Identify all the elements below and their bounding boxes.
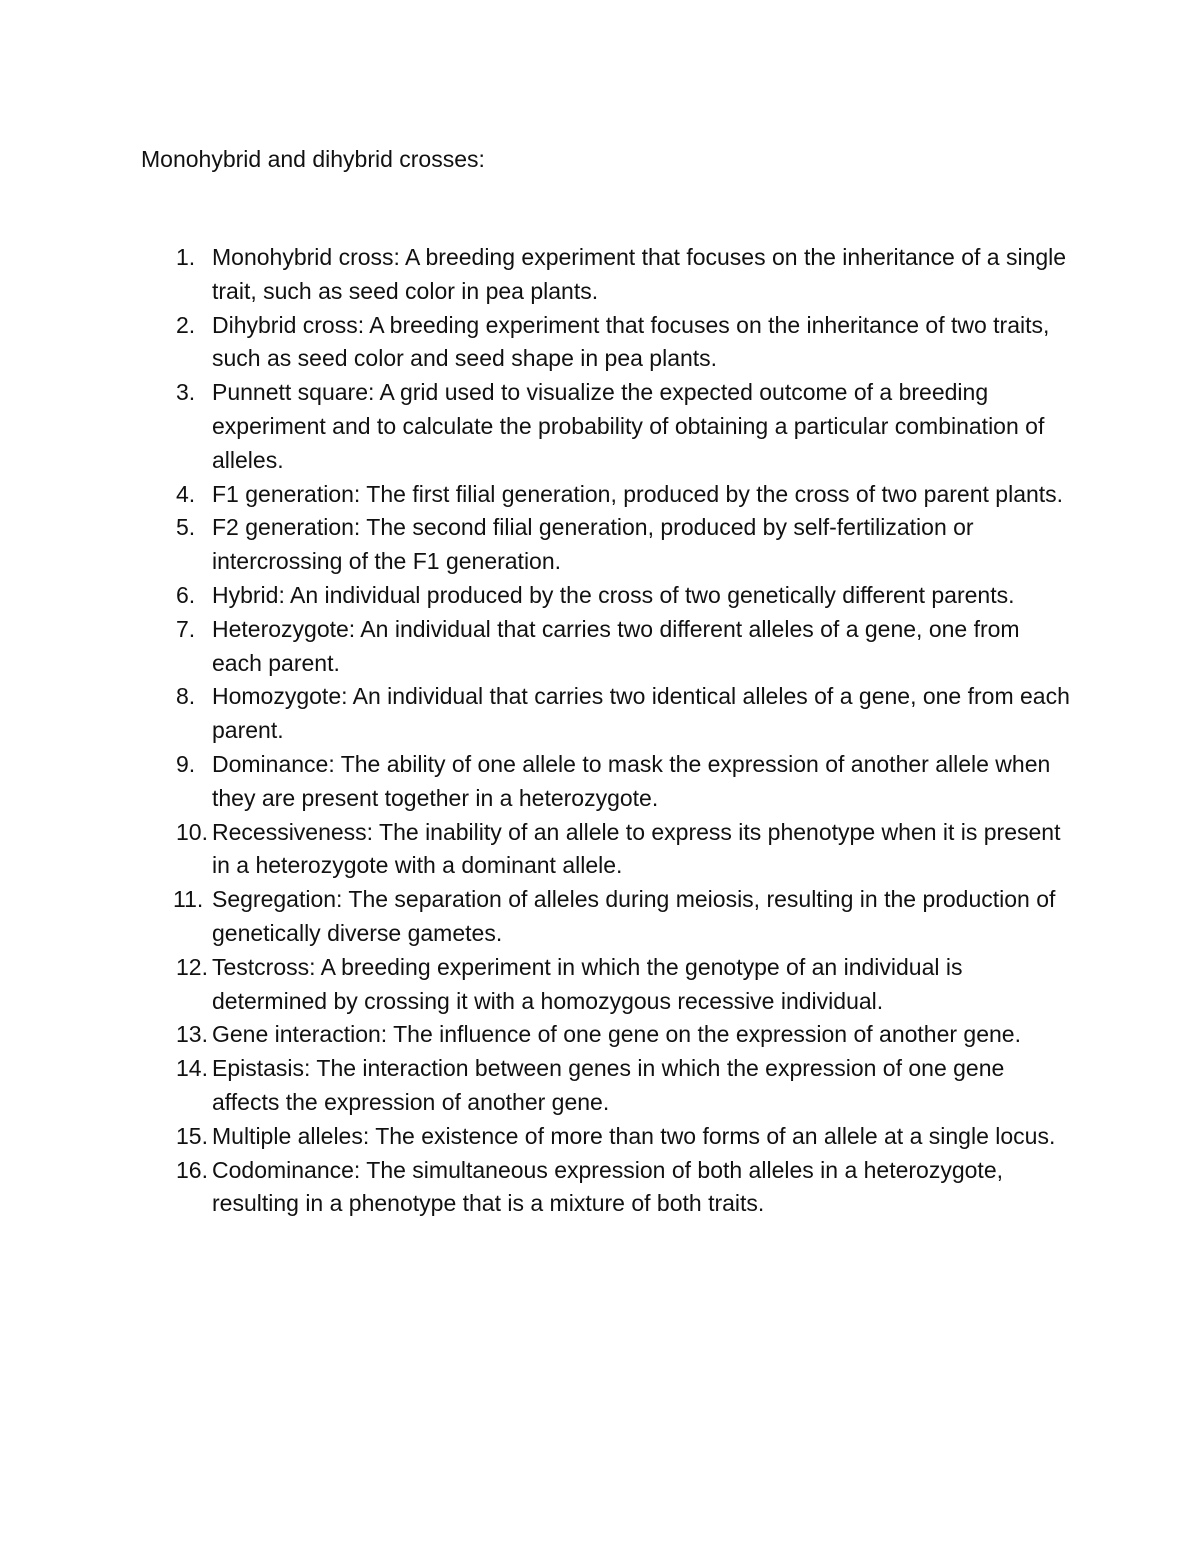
list-item-text: Punnett square: A grid used to visualize the expected outcome of a breeding experiment and to calculate the probability of obtaining a particular combination of alleles.	[212, 379, 1045, 473]
list-item-number: 1.	[176, 244, 196, 270]
list-item	[0, 1154, 1072, 1222]
list-item-number: 4.	[176, 480, 196, 507]
list-item-number: 6.	[176, 581, 196, 608]
list-item-text: Homozygote: An individual that carries two identical alleles of a gene, one from each parent.	[212, 683, 1070, 744]
list-item	[0, 816, 1072, 884]
list-item-text: F1 generation: The first filial generation, produced by the cross of two parent plants.	[212, 480, 1064, 507]
list-item-number: 10.	[176, 818, 208, 845]
list-item-text: Segregation: The separation of alleles during meiosis, resulting in the production of genetically diverse gametes.	[212, 886, 1056, 946]
list-item	[0, 951, 1072, 1019]
list-item	[0, 241, 1072, 309]
list-item	[0, 613, 1072, 681]
list-item-text: Multiple alleles: The existence of more than two forms of an allele at a single locus.	[212, 1122, 1056, 1149]
list-item	[0, 748, 1072, 816]
list-item-number: 12.	[176, 953, 208, 980]
list-item	[0, 579, 1072, 613]
definition-list	[0, 241, 1200, 1221]
list-item-number: 15.	[176, 1122, 208, 1149]
list-item-text: Dominance: The ability of one allele to mask the expression of another allele when they are present together in a heterozygote.	[212, 750, 1051, 811]
page-title: Monohybrid and dihybrid crosses:	[141, 146, 485, 172]
list-item-number: 14.	[176, 1055, 208, 1082]
list-item-number: 13.	[176, 1021, 208, 1048]
list-item	[0, 680, 1072, 748]
list-item-number: 3.	[176, 379, 196, 406]
list-item	[0, 376, 1072, 477]
list-item-text: Heterozygote: An individual that carries two different alleles of a gene, one from each parent.	[212, 615, 1020, 676]
list-item-text: Codominance: The simultaneous expression of both alleles in a heterozygote, resulting in a phenotype that is a mixture of both traits.	[212, 1156, 1003, 1217]
list-item-number: 7.	[176, 615, 196, 642]
list-item-text: Gene interaction: The influence of one gene on the expression of another gene.	[212, 1021, 1021, 1048]
list-item	[0, 1052, 1072, 1120]
list-item-number: 9.	[176, 750, 196, 777]
list-item-text: F2 generation: The second filial generation, produced by self-fertilization or intercrossing of the F1 generation.	[212, 514, 974, 575]
list-item	[0, 1018, 1072, 1052]
list-item	[0, 511, 1072, 579]
list-item-number: 11.	[173, 886, 204, 913]
list-item	[0, 478, 1072, 512]
list-item-text: Recessiveness: The inability of an allele to express its phenotype when it is present in a heterozygote with a dominant allele.	[212, 818, 1061, 879]
list-item-text: Dihybrid cross: A breeding experiment that focuses on the inheritance of two traits, such as seed color and seed shape in pea plants.	[212, 311, 1050, 372]
list-item-text: Epistasis: The interaction between genes in which the expression of one gene affects the expression of another gene.	[212, 1055, 1005, 1115]
list-item	[0, 309, 1072, 377]
list-item	[0, 1120, 1072, 1154]
list-item-text: Testcross: A breeding experiment in which the genotype of an individual is determined by crossing it with a homozygous recessive individual.	[212, 953, 963, 1014]
list-item-number: 5.	[176, 514, 196, 541]
list-item-number: 16.	[176, 1156, 208, 1183]
list-item-number: 2.	[176, 311, 196, 338]
list-item-text: Monohybrid cross: A breeding experiment that focuses on the inheritance of a single trait, such as seed color in pea plants.	[212, 244, 1067, 304]
list-item-number: 8.	[176, 683, 196, 710]
list-item-text: Hybrid: An individual produced by the cross of two genetically different parents.	[212, 581, 1015, 608]
list-item	[0, 883, 1072, 951]
